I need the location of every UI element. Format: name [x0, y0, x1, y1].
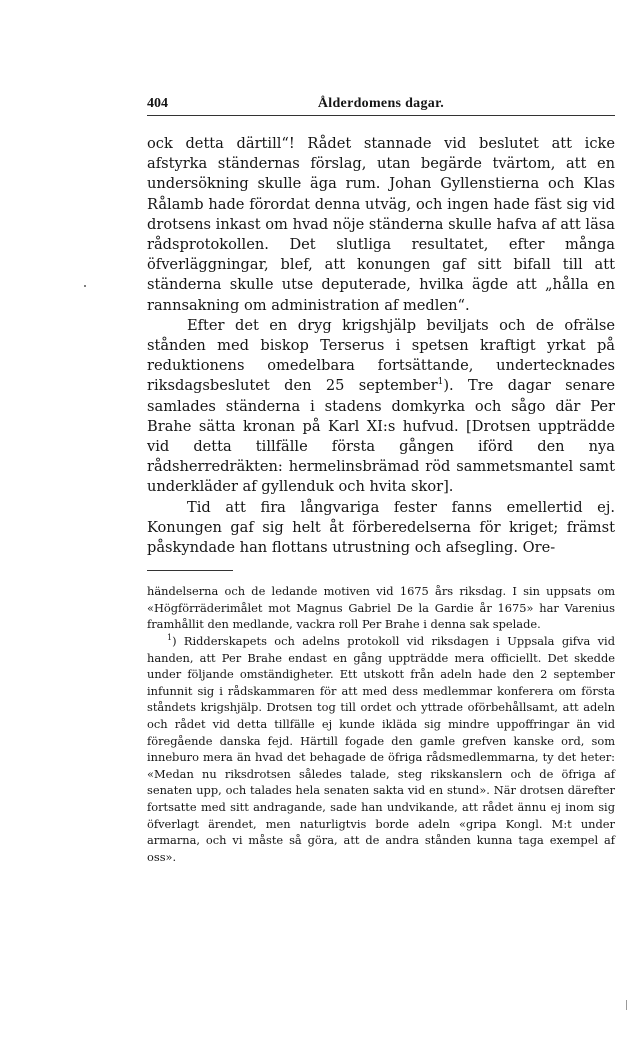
- paragraph-2-part-1: Efter det en dryg krigshjälp beviljats och de ofrälse stånden med biskop Terserus i spetsen kraftigt yrkat på reduktionens omedelbara fortsättande, undertecknades riksdagsbeslutet den 25 september: [147, 316, 615, 395]
- page-header: [147, 90, 615, 116]
- paragraph-3: Tid att fira långvariga fester fanns emellertid ej. Konungen gaf sig helt åt förberedelserna för kriget; främst påskyndade han flottans utrustning och afsegling. Ore-: [147, 498, 615, 557]
- footnote-rule: [147, 570, 233, 571]
- page-number: 404: [147, 96, 168, 111]
- paragraph-1: ock detta därtill“! Rådet stannade vid beslutet att icke afstyrka ständernas förslag, utan begärde tvärtom, att en undersökning skulle äga rum. Johan Gyllenstierna och Klas Rålamb hade förordat denna utväg, och ingen hade fäst sig vid drotsens inkast om hvad nöje ständerna skulle hafva af att läsa rådsprotokollen. Det slutliga resultatet, efter många öfverläggningar, blef, att konungen gaf sitt bifall till att ständerna skulle utse deputerade, hvilka ägde att „hålla en rannsakning om administration af medlen“.: [147, 135, 615, 314]
- paragraph-2-part-2: ). Tre dagar senare samlades ständerna i stadens domkyrka och sågo där Per Brahe sätta kronan på Karl XI:s hufvud. [Drotsen uppträdde vid detta tillfälle första gången iförd den nya rådsherredräkten: hermelinsbrämad röd sammetsmantel samt underkläder af gyllenduk och hvita skor].: [147, 377, 615, 496]
- running-title: Ålderdomens dagar.: [317, 96, 445, 111]
- margin-speck: [84, 285, 86, 287]
- footnote-continuation: händelserna och de ledande motiven vid 1675 års riksdag. I sin uppsats om «Högförräderimålet mot Magnus Gabriel De la Gardie år 1675» har Varenius framhållit den medlande, vackra roll Per Brahe i denna sak spelade.: [147, 584, 615, 632]
- footnotes: [147, 583, 615, 865]
- footnote-1: [147, 633, 615, 865]
- footnote-reference: 1: [437, 377, 444, 388]
- footnote-1-marker: 1: [167, 633, 173, 643]
- paragraph-2: [147, 316, 615, 498]
- header-rule: [147, 115, 615, 116]
- edge-mark: [626, 1000, 627, 1010]
- main-text: [147, 134, 615, 558]
- book-page: [147, 90, 615, 865]
- footnote-1-text: ) Ridderskapets och adelns protokoll vid riksdagen i Uppsala gifva vid handen, att Per Brahe endast en gång uppträdde mera officiellt. Det skedde under följande omständigheter. Ett utskott från adeln hade den 2 september infunnit sig i rådskammaren för att med dess medlemmar konferera om första ståndets krigshjälp. Drotsen tog till ordet och yttrade oförbehållsamt, att adeln och rådet vid detta tillfälle ej kunde ikläda sig mindre uppoffringar än vid föregående danska fejd. Härtill fogade den gamle grefven kanske ord, som inneburo mera än hvad det behagade de öfriga rådsmedlemmarna, ty det heter: «Medan nu riksdrotsen således talade, steg rikskanslern och de öfriga af senaten upp, och talades hela senaten sakta vid en stund». När drotsen därefter fortsatte med sitt andragande, sade han undvikande, att rådet ännu ej inom sig öfverlagt ärendet, men naturligtvis borde adeln «gripa Kongl. M:t under armarna, och vi måste så göra, att de andra stånden kunna taga exempel af oss».: [147, 634, 615, 864]
